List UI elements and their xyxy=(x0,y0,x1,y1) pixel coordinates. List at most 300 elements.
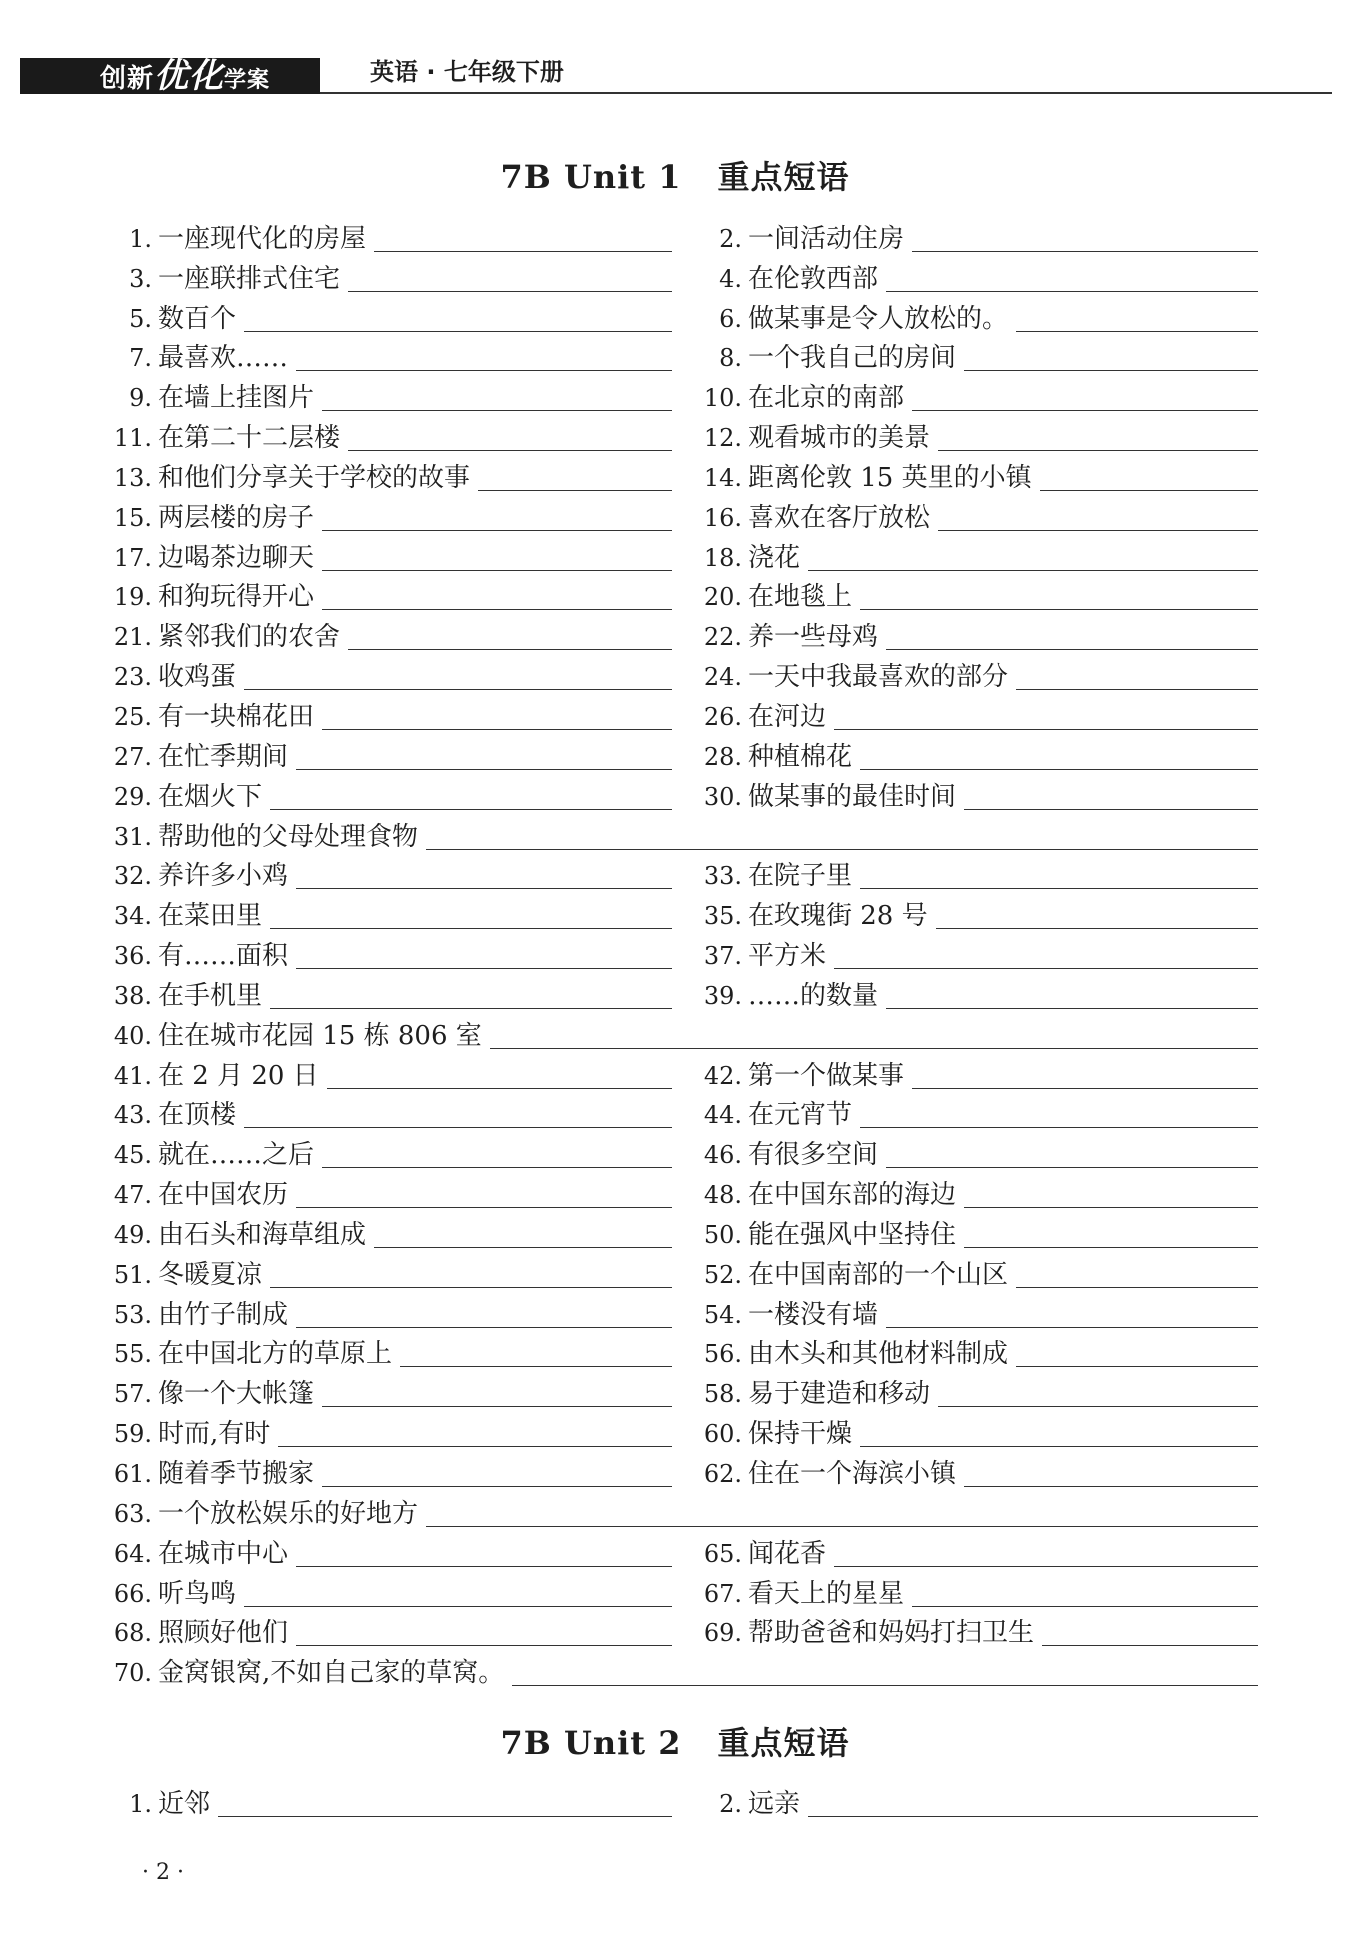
item-number: 3. xyxy=(129,264,152,293)
item-text: 看天上的星星 xyxy=(748,1578,905,1609)
item-text: 收鸡蛋 xyxy=(158,662,237,693)
answer-blank[interactable] xyxy=(322,542,672,571)
phrase-item xyxy=(700,1091,1258,1131)
item-text: 有……面积 xyxy=(158,941,289,972)
answer-blank[interactable] xyxy=(834,701,1258,730)
phrase-item xyxy=(700,1250,1258,1290)
item-text: 由石头和海草组成 xyxy=(158,1219,367,1250)
answer-blank[interactable] xyxy=(964,1458,1258,1487)
answer-blank[interactable] xyxy=(327,1060,672,1089)
page-header xyxy=(20,54,1332,96)
phrase-item xyxy=(700,413,1258,453)
item-number: 2. xyxy=(719,1789,742,1818)
item-number: 4. xyxy=(719,264,742,293)
answer-blank[interactable] xyxy=(374,1219,672,1248)
phrase-item xyxy=(700,1409,1258,1449)
answer-blank[interactable] xyxy=(912,1060,1258,1089)
item-number: 49. xyxy=(113,1220,152,1249)
item-number: 44. xyxy=(703,1101,742,1130)
answer-blank[interactable] xyxy=(1042,1617,1258,1646)
item-text: 在中国北方的草原上 xyxy=(158,1339,393,1370)
phrase-item xyxy=(110,732,672,772)
answer-blank[interactable] xyxy=(938,1378,1258,1407)
phrase-item xyxy=(700,254,1258,294)
item-number: 51. xyxy=(113,1260,152,1289)
item-number: 67. xyxy=(703,1579,742,1608)
answer-blank[interactable] xyxy=(296,1617,672,1646)
item-number: 23. xyxy=(113,663,152,692)
item-number: 59. xyxy=(113,1420,152,1449)
item-text: 在元宵节 xyxy=(748,1100,853,1131)
answer-blank[interactable] xyxy=(322,1139,672,1168)
answer-blank[interactable] xyxy=(478,462,672,491)
brand-text-1: 创新 xyxy=(100,64,155,94)
item-number: 61. xyxy=(113,1460,152,1488)
phrase-row xyxy=(110,1609,1258,1649)
item-number: 8. xyxy=(719,344,742,373)
phrase-item xyxy=(700,1779,1258,1819)
item-text: 在中国农历 xyxy=(158,1180,289,1211)
item-text: 有一块棉花田 xyxy=(158,701,315,732)
answer-blank[interactable] xyxy=(426,1498,1258,1527)
answer-blank[interactable] xyxy=(244,303,672,332)
item-number: 14. xyxy=(703,463,742,492)
phrase-row xyxy=(110,1210,1258,1250)
answer-blank[interactable] xyxy=(244,661,672,690)
answer-blank[interactable] xyxy=(860,1099,1258,1128)
phrase-row xyxy=(110,732,1258,772)
item-text: 在 2 月 20 日 xyxy=(158,1060,319,1091)
answer-blank[interactable] xyxy=(834,940,1258,969)
unit2-phrase-list xyxy=(110,1779,1258,1819)
phrase-item xyxy=(700,852,1258,892)
answer-blank[interactable] xyxy=(270,1259,672,1288)
answer-blank[interactable] xyxy=(278,1418,672,1447)
item-text: 第一个做某事 xyxy=(748,1060,905,1091)
phrase-item xyxy=(700,692,1258,732)
item-number: 32. xyxy=(113,862,152,891)
answer-blank[interactable] xyxy=(322,1458,672,1487)
phrase-item xyxy=(110,1648,1258,1688)
item-text: 像一个大帐篷 xyxy=(158,1379,315,1410)
item-text: 在伦敦西部 xyxy=(748,263,879,294)
item-text: 做某事的最佳时间 xyxy=(748,781,957,812)
item-number: 43. xyxy=(113,1101,152,1130)
phrase-row xyxy=(110,612,1258,652)
answer-blank[interactable] xyxy=(1016,1338,1258,1367)
item-number: 9. xyxy=(129,384,152,413)
item-number: 60. xyxy=(703,1420,742,1449)
answer-blank[interactable] xyxy=(938,502,1258,531)
answer-blank[interactable] xyxy=(218,1788,672,1817)
phrase-item xyxy=(110,254,672,294)
item-text: 最喜欢…… xyxy=(158,343,289,374)
answer-blank[interactable] xyxy=(964,1219,1258,1248)
phrase-item xyxy=(110,373,672,413)
phrase-item xyxy=(700,732,1258,772)
item-number: 1. xyxy=(129,224,152,253)
phrase-item xyxy=(110,1130,672,1170)
item-text: 种植棉花 xyxy=(748,741,853,772)
item-number: 25. xyxy=(113,702,152,731)
item-number: 24. xyxy=(703,663,742,692)
item-text: 数百个 xyxy=(158,303,237,334)
item-text: 由竹子制成 xyxy=(158,1299,289,1330)
answer-blank[interactable] xyxy=(1016,303,1258,332)
phrase-row xyxy=(110,1051,1258,1091)
item-text: 一座现代化的房屋 xyxy=(158,223,367,254)
answer-blank[interactable] xyxy=(270,980,672,1009)
phrase-row xyxy=(110,652,1258,692)
phrase-row xyxy=(110,413,1258,453)
item-text: 听鸟鸣 xyxy=(158,1578,237,1609)
answer-blank[interactable] xyxy=(400,1338,672,1367)
item-text: 易于建造和移动 xyxy=(748,1379,931,1410)
item-text: 有很多空间 xyxy=(748,1140,879,1171)
answer-blank[interactable] xyxy=(270,781,672,810)
item-text: 边喝茶边聊天 xyxy=(158,542,315,573)
answer-blank[interactable] xyxy=(296,342,672,371)
item-number: 68. xyxy=(113,1619,152,1648)
item-text: 在玫瑰街 28 号 xyxy=(748,901,928,932)
answer-blank[interactable] xyxy=(886,980,1258,1009)
answer-blank[interactable] xyxy=(912,382,1258,411)
answer-blank[interactable] xyxy=(296,1538,672,1567)
phrase-row xyxy=(110,1250,1258,1290)
phrase-item xyxy=(110,1170,672,1210)
brand-text-2: 优化 xyxy=(154,56,225,96)
item-number: 53. xyxy=(113,1300,152,1329)
item-number: 54. xyxy=(703,1300,742,1329)
phrase-item xyxy=(700,1529,1258,1569)
phrase-row xyxy=(110,1290,1258,1330)
phrase-item xyxy=(110,891,672,931)
answer-blank[interactable] xyxy=(912,223,1258,252)
item-number: 64. xyxy=(113,1539,152,1568)
item-text: 一个我自己的房间 xyxy=(748,343,957,374)
item-text: 在忙季期间 xyxy=(158,741,289,772)
item-number: 19. xyxy=(113,583,152,612)
phrase-item xyxy=(700,1449,1258,1489)
item-number: 2. xyxy=(719,224,742,253)
item-number: 70. xyxy=(113,1659,152,1688)
phrase-row xyxy=(110,1779,1258,1819)
item-number: 48. xyxy=(703,1181,742,1210)
item-text: 在地毯上 xyxy=(748,582,853,613)
answer-blank[interactable] xyxy=(348,263,672,292)
phrase-item xyxy=(110,1091,672,1131)
item-text: 在北京的南部 xyxy=(748,383,905,414)
phrase-item xyxy=(700,373,1258,413)
phrase-item xyxy=(700,891,1258,931)
item-text: 远亲 xyxy=(748,1788,801,1819)
answer-blank[interactable] xyxy=(860,860,1258,889)
item-text: 和狗玩得开心 xyxy=(158,582,315,613)
item-text: 观看城市的美景 xyxy=(748,423,931,454)
phrase-item xyxy=(110,612,672,652)
item-number: 65. xyxy=(703,1539,742,1568)
phrase-item xyxy=(110,812,1258,852)
phrase-item xyxy=(110,533,672,573)
answer-blank[interactable] xyxy=(322,1378,672,1407)
phrase-row xyxy=(110,852,1258,892)
answer-blank[interactable] xyxy=(348,621,672,650)
phrase-item xyxy=(700,1130,1258,1170)
item-number: 36. xyxy=(113,942,152,971)
item-text: 住在一个海滨小镇 xyxy=(748,1459,957,1489)
answer-blank[interactable] xyxy=(886,1299,1258,1328)
answer-blank[interactable] xyxy=(322,701,672,730)
answer-blank[interactable] xyxy=(860,741,1258,770)
item-number: 47. xyxy=(113,1181,152,1210)
phrase-item xyxy=(110,1569,672,1609)
phrase-item xyxy=(110,1330,672,1370)
item-text: 养一些母鸡 xyxy=(748,622,879,653)
phrase-item xyxy=(110,1210,672,1250)
answer-blank[interactable] xyxy=(322,382,672,411)
item-text: 一座联排式住宅 xyxy=(158,263,341,294)
phrase-item xyxy=(700,612,1258,652)
item-number: 6. xyxy=(719,304,742,333)
phrase-item xyxy=(110,413,672,453)
item-text: 一间活动住房 xyxy=(748,223,905,254)
phrase-row xyxy=(110,1529,1258,1569)
item-number: 26. xyxy=(703,702,742,731)
phrase-item xyxy=(700,1051,1258,1091)
answer-blank[interactable] xyxy=(834,1538,1258,1567)
answer-blank[interactable] xyxy=(374,223,672,252)
phrase-item xyxy=(110,334,672,374)
item-text: ……的数量 xyxy=(748,980,879,1011)
brand-logo xyxy=(20,58,320,94)
phrase-row xyxy=(110,1369,1258,1409)
answer-blank[interactable] xyxy=(322,502,672,531)
phrase-item xyxy=(110,852,672,892)
item-text: 平方米 xyxy=(748,941,827,972)
phrase-item xyxy=(700,453,1258,493)
item-number: 10. xyxy=(703,384,742,413)
answer-blank[interactable] xyxy=(964,342,1258,371)
answer-blank[interactable] xyxy=(1016,1259,1258,1288)
phrase-row xyxy=(110,1409,1258,1449)
item-number: 22. xyxy=(703,623,742,652)
phrase-row xyxy=(110,1091,1258,1131)
answer-blank[interactable] xyxy=(296,940,672,969)
page-number: · 2 · xyxy=(142,1860,184,1885)
phrase-item xyxy=(110,1609,672,1649)
phrase-item xyxy=(110,1290,672,1330)
phrase-item xyxy=(110,1449,672,1489)
item-number: 34. xyxy=(113,902,152,931)
item-number: 55. xyxy=(113,1340,152,1369)
item-number: 29. xyxy=(113,782,152,811)
item-number: 18. xyxy=(703,543,742,572)
answer-blank[interactable] xyxy=(936,900,1258,929)
answer-blank[interactable] xyxy=(886,1139,1258,1168)
phrase-row xyxy=(110,533,1258,573)
item-text: 近邻 xyxy=(158,1788,211,1819)
item-number: 69. xyxy=(703,1619,742,1648)
phrase-row xyxy=(110,1330,1258,1370)
item-text: 浇花 xyxy=(748,542,801,573)
item-number: 41. xyxy=(113,1061,152,1090)
item-text: 和他们分享关于学校的故事 xyxy=(158,462,471,493)
answer-blank[interactable] xyxy=(244,1578,672,1607)
unit2-title-cn: 重点短语 xyxy=(717,1724,850,1762)
item-text: 在城市中心 xyxy=(158,1538,289,1569)
phrase-item xyxy=(700,493,1258,533)
answer-blank[interactable] xyxy=(426,821,1258,850)
unit1-title xyxy=(0,152,1350,198)
phrase-row xyxy=(110,334,1258,374)
item-text: 由木头和其他材料制成 xyxy=(748,1339,1009,1370)
item-text: 就在……之后 xyxy=(158,1140,315,1171)
phrase-item xyxy=(700,1609,1258,1649)
item-text: 两层楼的房子 xyxy=(158,502,315,533)
answer-blank[interactable] xyxy=(348,422,672,451)
phrase-row xyxy=(110,692,1258,732)
answer-blank[interactable] xyxy=(860,1418,1258,1447)
item-text: 冬暖夏凉 xyxy=(158,1259,263,1290)
item-number: 33. xyxy=(703,862,742,891)
unit1-title-cn: 重点短语 xyxy=(717,158,850,196)
brand-text-3: 学案 xyxy=(224,68,271,93)
item-number: 50. xyxy=(703,1220,742,1249)
unit1-phrase-list xyxy=(110,214,1258,1688)
phrase-row xyxy=(110,971,1258,1011)
phrase-item xyxy=(110,453,672,493)
phrase-item xyxy=(110,493,672,533)
phrase-item xyxy=(110,692,672,732)
phrase-row xyxy=(110,1130,1258,1170)
phrase-row xyxy=(110,1011,1258,1051)
phrase-item xyxy=(700,1210,1258,1250)
phrase-item xyxy=(700,1330,1258,1370)
item-number: 35. xyxy=(703,902,742,931)
phrase-item xyxy=(110,652,672,692)
answer-blank[interactable] xyxy=(296,741,672,770)
item-text: 喜欢在客厅放松 xyxy=(748,502,931,533)
answer-blank[interactable] xyxy=(964,781,1258,810)
answer-blank[interactable] xyxy=(512,1657,1258,1686)
item-text: 闻花香 xyxy=(748,1538,827,1569)
item-number: 12. xyxy=(703,424,742,453)
answer-blank[interactable] xyxy=(296,860,672,889)
phrase-item xyxy=(110,1051,672,1091)
answer-blank[interactable] xyxy=(270,900,672,929)
item-text: 做某事是令人放松的。 xyxy=(748,303,1009,334)
item-number: 7. xyxy=(129,344,152,373)
phrase-item xyxy=(700,334,1258,374)
item-text: 在院子里 xyxy=(748,861,853,892)
item-number: 20. xyxy=(703,583,742,612)
item-number: 57. xyxy=(113,1380,152,1409)
item-text: 紧邻我们的农舍 xyxy=(158,622,341,653)
answer-blank[interactable] xyxy=(808,542,1258,571)
item-text: 在第二十二层楼 xyxy=(158,423,341,454)
phrase-item xyxy=(110,573,672,613)
answer-blank[interactable] xyxy=(490,1020,1258,1049)
answer-blank[interactable] xyxy=(808,1788,1258,1817)
answer-blank[interactable] xyxy=(1040,462,1258,491)
item-text: 帮助他的父母处理食物 xyxy=(158,821,419,852)
item-number: 63. xyxy=(113,1499,152,1528)
item-number: 39. xyxy=(703,981,742,1010)
answer-blank[interactable] xyxy=(1016,661,1258,690)
item-number: 42. xyxy=(703,1061,742,1090)
answer-blank[interactable] xyxy=(296,1299,672,1328)
item-number: 46. xyxy=(703,1141,742,1170)
phrase-item xyxy=(110,1489,1258,1529)
item-text: 住在城市花园 15 栋 806 室 xyxy=(158,1020,482,1051)
phrase-item xyxy=(700,1569,1258,1609)
item-text: 在菜田里 xyxy=(158,901,263,932)
phrase-item xyxy=(700,214,1258,254)
phrase-item xyxy=(110,294,672,334)
phrase-item xyxy=(110,772,672,812)
item-number: 17. xyxy=(113,543,152,572)
phrase-row xyxy=(110,254,1258,294)
answer-blank[interactable] xyxy=(964,1179,1258,1208)
item-number: 1. xyxy=(129,1789,152,1818)
item-number: 31. xyxy=(113,822,152,851)
phrase-row xyxy=(110,373,1258,413)
item-number: 11. xyxy=(113,424,152,453)
answer-blank[interactable] xyxy=(886,263,1258,292)
answer-blank[interactable] xyxy=(912,1578,1258,1607)
answer-blank[interactable] xyxy=(322,581,672,610)
item-number: 37. xyxy=(703,942,742,971)
item-number: 56. xyxy=(703,1340,742,1369)
item-number: 13. xyxy=(113,463,152,492)
item-text: 在中国东部的海边 xyxy=(748,1180,957,1211)
item-number: 15. xyxy=(113,503,152,532)
item-text: 随着季节搬家 xyxy=(158,1459,315,1489)
item-number: 66. xyxy=(113,1579,152,1608)
item-text: 在河边 xyxy=(748,701,827,732)
answer-blank[interactable] xyxy=(938,422,1258,451)
phrase-row xyxy=(110,812,1258,852)
phrase-item xyxy=(700,1290,1258,1330)
answer-blank[interactable] xyxy=(296,1179,672,1208)
answer-blank[interactable] xyxy=(244,1099,672,1128)
item-number: 21. xyxy=(113,623,152,652)
phrase-item xyxy=(110,1529,672,1569)
item-text: 养许多小鸡 xyxy=(158,861,289,892)
phrase-item xyxy=(110,931,672,971)
phrase-row xyxy=(110,214,1258,254)
item-text: 距离伦敦 15 英里的小镇 xyxy=(748,462,1032,493)
phrase-item xyxy=(110,971,672,1011)
answer-blank[interactable] xyxy=(886,621,1258,650)
item-text: 一个放松娱乐的好地方 xyxy=(158,1498,419,1529)
phrase-row xyxy=(110,573,1258,613)
phrase-item xyxy=(110,214,672,254)
item-number: 58. xyxy=(703,1380,742,1409)
phrase-row xyxy=(110,453,1258,493)
phrase-row xyxy=(110,772,1258,812)
answer-blank[interactable] xyxy=(860,581,1258,610)
item-text: 能在强风中坚持住 xyxy=(748,1219,957,1250)
header-rule xyxy=(320,92,1332,94)
phrase-row xyxy=(110,294,1258,334)
phrase-item xyxy=(110,1779,672,1819)
phrase-item xyxy=(110,1011,1258,1051)
phrase-item xyxy=(700,294,1258,334)
phrase-row xyxy=(110,1449,1258,1489)
phrase-row xyxy=(110,1648,1258,1688)
phrase-item xyxy=(700,1369,1258,1409)
